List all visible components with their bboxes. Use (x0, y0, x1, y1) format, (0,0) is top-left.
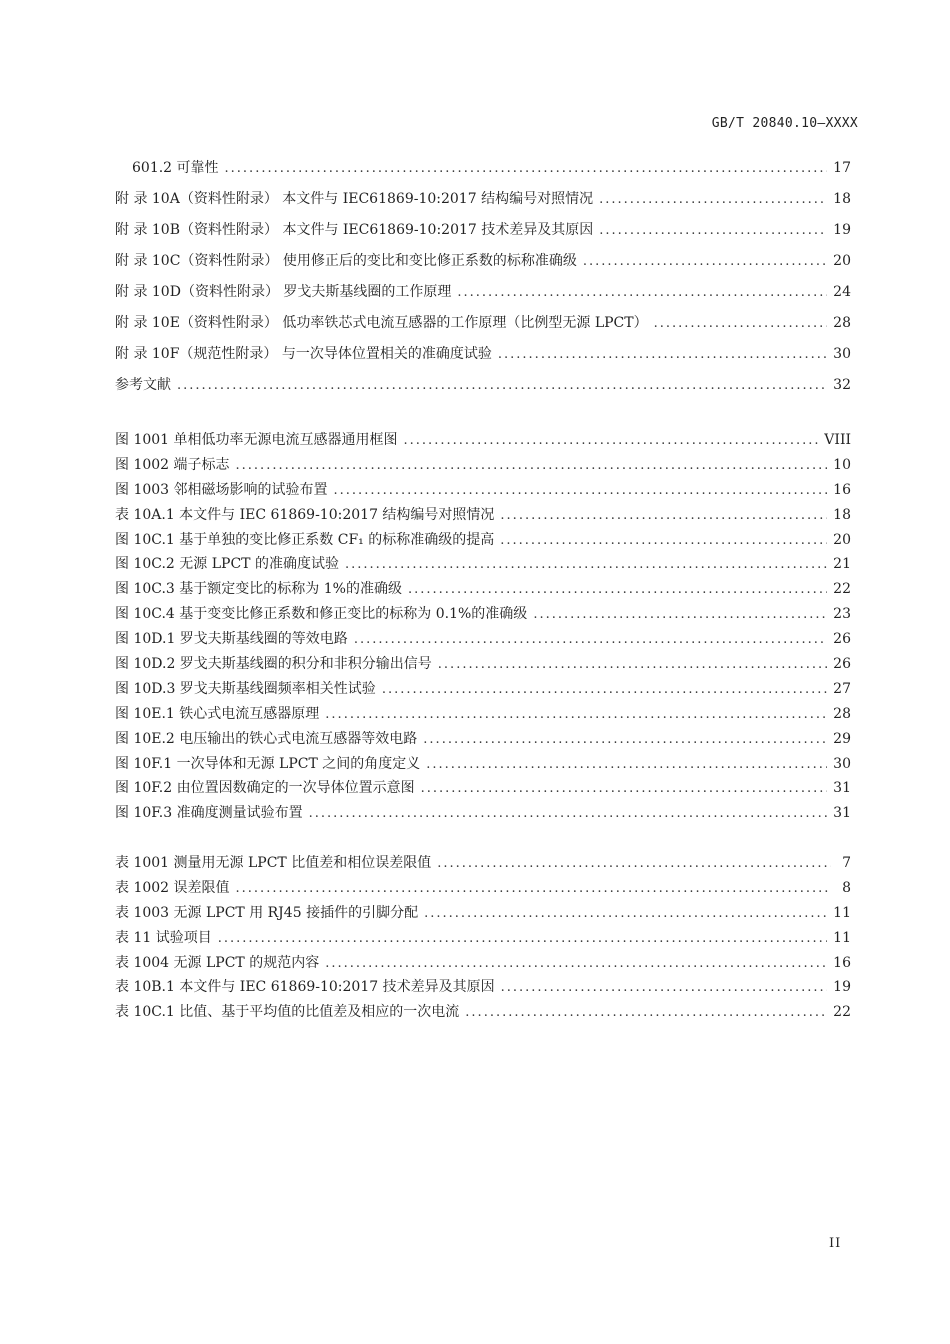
toc-entry-page: 24 (833, 284, 851, 300)
toc-entry-page: 18 (833, 191, 851, 207)
toc-entry-label: 图 10D.3 罗戈夫斯基线圈频率相关性试验 (115, 680, 376, 697)
toc-entry-label: 表 1004 无源 LPCT 的规范内容 (115, 954, 320, 971)
toc-entry-label: 图 10F.1 一次导体和无源 LPCT 之间的角度定义 (115, 755, 421, 772)
dot-leader (421, 777, 828, 802)
toc-entry-label: 参考文献 (115, 377, 171, 393)
toc-entry-page: 20 (833, 253, 851, 269)
table-list-entry[interactable] (115, 975, 851, 1000)
dot-leader (354, 628, 827, 653)
toc-entry-page: 22 (833, 1004, 851, 1021)
toc-entry[interactable] (115, 370, 851, 401)
dot-leader (423, 728, 827, 753)
toc-entry-label: 图 10F.2 由位置因数确定的一次导体位置示意图 (115, 780, 415, 797)
dot-leader (424, 902, 827, 927)
toc-entry-label: 图 1001 单相低功率无源电流互感器通用框图 (115, 432, 398, 448)
dot-leader (500, 504, 827, 529)
dot-leader (236, 454, 828, 479)
dot-leader (345, 553, 827, 578)
figure-list-entry[interactable] (115, 577, 851, 602)
toc-entry-page: 26 (833, 656, 851, 673)
figure-list-entry[interactable] (115, 702, 851, 727)
dot-leader (325, 952, 827, 977)
dot-leader (325, 703, 827, 728)
toc-entry[interactable] (115, 153, 851, 184)
toc-entry-label: 601.2 可靠性 (132, 160, 219, 176)
dot-leader (599, 215, 827, 246)
toc-entry-label: 表 1002 误差限值 (115, 879, 230, 896)
toc-entry-label: 图 10C.2 无源 LPCT 的准确度试验 (115, 556, 339, 573)
dot-leader (309, 802, 828, 827)
dot-leader (334, 479, 828, 504)
toc-entry-page: 11 (833, 929, 851, 946)
toc-entry-page: 11 (833, 904, 851, 921)
toc-entry-page: 17 (833, 160, 851, 176)
figure-list-entry[interactable] (115, 752, 851, 777)
dot-leader (426, 753, 827, 778)
toc-entry-label: 表 10C.1 比值、基于平均值的比值差及相应的一次电流 (115, 1004, 460, 1021)
table-list-entry[interactable] (115, 876, 851, 901)
figure-list-entry[interactable] (115, 677, 851, 702)
dot-leader (533, 603, 827, 628)
toc-entry-label: 表 10A.1 本文件与 IEC 61869-10:2017 结构编号对照情况 (115, 506, 495, 523)
figure-list-entry[interactable] (115, 453, 851, 478)
toc-entry-page: 19 (833, 979, 851, 996)
dot-leader (457, 277, 827, 308)
standard-header: GB/T 20840.10—XXXX (711, 116, 858, 131)
dot-leader (437, 852, 831, 877)
dot-leader (218, 927, 827, 952)
dot-leader (465, 1001, 827, 1026)
toc-entry-label: 图 10F.3 准确度测量试验布置 (115, 805, 303, 822)
figure-list-entry[interactable] (115, 727, 851, 752)
toc-entry-label: 附 录 10C（资料性附录） 使用修正后的变比和变比修正系数的标称准确级 (115, 253, 577, 269)
dot-leader (654, 308, 828, 339)
toc-entry-page: 29 (833, 730, 851, 747)
toc-entry-label: 附 录 10E（资料性附录） 低功率铁芯式电流互感器的工作原理（比例型无源 LPCT） (115, 315, 648, 331)
toc-entry[interactable] (115, 277, 851, 308)
figure-list-entry[interactable] (115, 652, 851, 677)
figure-list-entry[interactable] (115, 801, 851, 826)
toc-entry-label: 图 10D.2 罗戈夫斯基线圈的积分和非积分输出信号 (115, 656, 432, 673)
dot-leader (583, 246, 827, 277)
dot-leader (177, 370, 827, 401)
toc-entry-page: 16 (833, 481, 851, 498)
toc-entry-page: 7 (842, 855, 851, 871)
toc-entry-label: 表 10B.1 本文件与 IEC 61869-10:2017 技术差异及其原因 (115, 979, 495, 996)
toc-entry-page: 32 (833, 377, 851, 393)
toc-entry-label: 图 1003 邻相磁场影响的试验布置 (115, 481, 328, 498)
toc-entry-label: 表 11 试验项目 (115, 929, 212, 946)
toc-entry-label: 附 录 10D（资料性附录） 罗戈夫斯基线圈的工作原理 (115, 284, 452, 300)
figure-list-entry[interactable] (115, 528, 851, 553)
dot-leader (236, 877, 831, 902)
toc-entry-page: 31 (833, 805, 851, 822)
toc-entry-page: 26 (833, 631, 851, 648)
toc-entry[interactable] (115, 308, 851, 339)
toc-entry[interactable] (115, 339, 851, 370)
toc-entry-page: 8 (842, 879, 851, 896)
toc-entry-page: 10 (833, 456, 851, 473)
table-list-entry[interactable] (115, 1000, 851, 1025)
toc-figures-section (115, 428, 851, 826)
toc-entry-label: 表 1001 测量用无源 LPCT 比值差和相位误差限值 (115, 855, 432, 871)
toc-entry-label: 图 10C.4 基于变变比修正系数和修正变比的标称为 0.1%的准确级 (115, 606, 528, 623)
dot-leader (408, 578, 827, 603)
toc-entry-label: 附 录 10F（规范性附录） 与一次导体位置相关的准确度试验 (115, 346, 492, 362)
dot-leader (382, 678, 827, 703)
figure-list-entry[interactable] (115, 627, 851, 652)
toc-entry-page: VIII (824, 432, 851, 448)
toc-entry-page: 28 (833, 315, 851, 331)
figure-list-entry[interactable] (115, 602, 851, 627)
toc-entry[interactable] (115, 215, 851, 246)
dot-leader (501, 976, 828, 1001)
toc-entry-page: 31 (833, 780, 851, 797)
table-list-entry[interactable] (115, 851, 851, 876)
toc-entry-page: 22 (833, 581, 851, 598)
figure-list-entry[interactable] (115, 478, 851, 503)
table-list-entry[interactable] (115, 951, 851, 976)
table-list-entry[interactable] (115, 926, 851, 951)
toc-entry-page: 28 (833, 705, 851, 722)
toc-entry-label: 图 10D.1 罗戈夫斯基线圈的等效电路 (115, 631, 348, 648)
dot-leader (500, 529, 827, 554)
toc-entry-label: 表 1003 无源 LPCT 用 RJ45 接插件的引脚分配 (115, 904, 419, 921)
toc-entry[interactable] (115, 184, 851, 215)
toc-entry-label: 图 10C.3 基于额定变比的标称为 1%的准确级 (115, 581, 402, 598)
toc-entry-page: 27 (833, 680, 851, 697)
toc-main-section (115, 153, 851, 401)
toc-entry-label: 附 录 10A（资料性附录） 本文件与 IEC61869-10:2017 结构编号对照情况 (115, 191, 594, 207)
page-number: II (829, 1236, 842, 1251)
toc-entry-page: 20 (833, 531, 851, 548)
figure-list-entry[interactable] (115, 776, 851, 801)
figure-list-entry[interactable] (115, 552, 851, 577)
toc-entry-page: 19 (833, 222, 851, 238)
dot-leader (225, 153, 828, 184)
dot-leader (599, 184, 827, 215)
toc-entry-label: 图 10E.2 电压输出的铁心式电流互感器等效电路 (115, 730, 418, 747)
dot-leader (438, 653, 827, 678)
dot-leader (404, 429, 819, 454)
toc-entry-page: 30 (833, 755, 851, 772)
toc-entry-label: 图 10E.1 铁心式电流互感器原理 (115, 705, 320, 722)
toc-entry-page: 23 (833, 606, 851, 623)
table-list-entry[interactable] (115, 901, 851, 926)
figure-list-entry[interactable] (115, 428, 851, 453)
toc-tables-section (115, 851, 851, 1025)
toc-entry[interactable] (115, 246, 851, 277)
toc-entry-page: 16 (833, 954, 851, 971)
figure-list-entry[interactable] (115, 503, 851, 528)
toc-entry-label: 图 10C.1 基于单独的变比修正系数 CF₁ 的标称准确级的提高 (115, 531, 495, 548)
dot-leader (498, 339, 827, 370)
toc-entry-label: 附 录 10B（资料性附录） 本文件与 IEC61869-10:2017 技术差异及其原因 (115, 222, 594, 238)
toc-entry-page: 18 (833, 506, 851, 523)
toc-entry-label: 图 1002 端子标志 (115, 456, 230, 473)
toc-entry-page: 30 (833, 346, 851, 362)
toc-entry-page: 21 (833, 556, 851, 573)
